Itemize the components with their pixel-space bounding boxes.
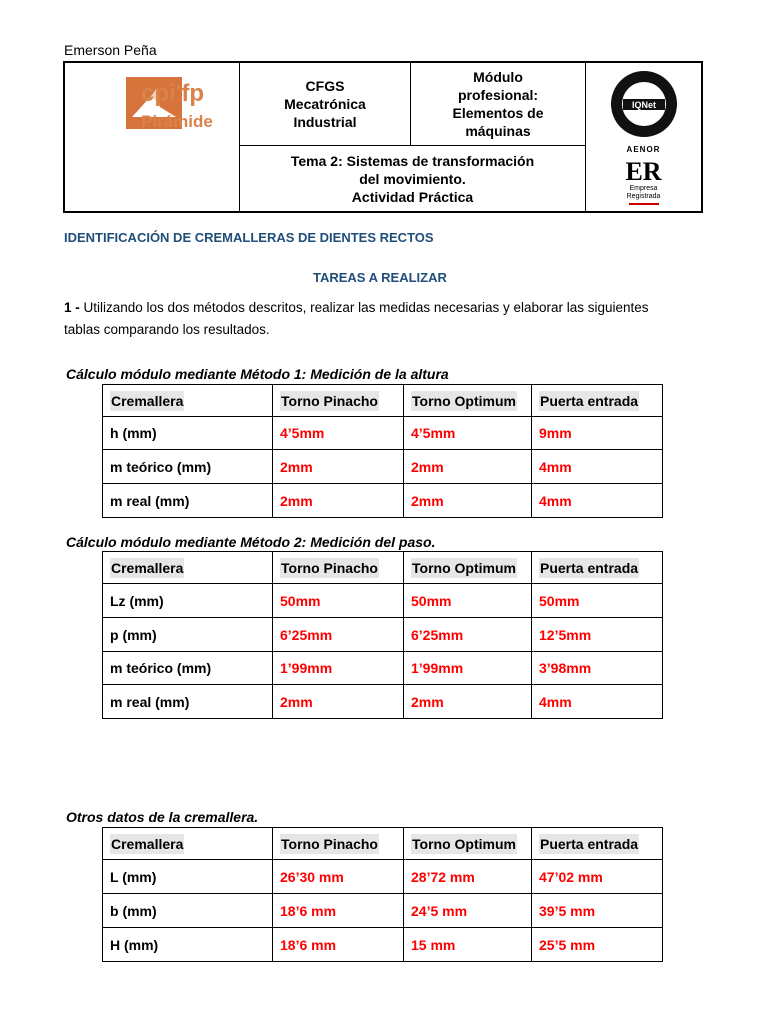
value-cell: 9mm <box>532 417 663 450</box>
value-cell: 28’72 mm <box>404 860 532 894</box>
certification-cell <box>586 63 701 211</box>
table-header-row <box>103 385 663 417</box>
value-cell: 18’6 mm <box>273 894 404 928</box>
logo-text-cpifp: cpi'fp <box>141 80 205 107</box>
header-cell: Torno Pinacho <box>273 552 404 584</box>
header-cell: Puerta entrada <box>532 552 663 584</box>
table-other-data <box>102 827 663 962</box>
table-row <box>103 484 663 518</box>
topic-line-1: Tema 2: Sistemas de transformación <box>290 152 535 169</box>
value-cell: 47’02 mm <box>532 860 663 894</box>
value-cell: 50mm <box>532 584 663 618</box>
value-cell: 24’5 mm <box>404 894 532 928</box>
svg-text:IQNet: IQNet <box>631 100 656 110</box>
header-cell: Cremallera <box>103 385 273 417</box>
module-line-4: máquinas <box>465 123 531 139</box>
value-cell: 50mm <box>404 584 532 618</box>
task-paragraph <box>64 297 714 341</box>
value-cell: 6’25mm <box>404 618 532 652</box>
course-line-2: Mecatrónica <box>284 96 366 112</box>
logo-text-piramide: Pirámide <box>141 112 213 131</box>
value-cell: 4mm <box>532 484 663 518</box>
value-cell: 2mm <box>404 685 532 719</box>
table-method-2 <box>102 551 663 719</box>
table2-caption: Cálculo módulo mediante Método 2: Medición del paso. <box>66 534 436 550</box>
value-cell: 1’99mm <box>273 652 404 685</box>
row-label: Lz (mm) <box>103 584 273 618</box>
header-cell: Torno Optimum <box>404 385 532 417</box>
row-label: m teórico (mm) <box>103 652 273 685</box>
table-header-row <box>103 552 663 584</box>
value-cell: 25’5 mm <box>532 928 663 962</box>
table-row <box>103 618 663 652</box>
value-cell: 4mm <box>532 685 663 719</box>
row-label: p (mm) <box>103 618 273 652</box>
value-cell: 2mm <box>404 484 532 518</box>
topic-cell <box>240 146 585 211</box>
value-cell: 2mm <box>273 450 404 484</box>
value-cell: 15 mm <box>404 928 532 962</box>
row-label: h (mm) <box>103 417 273 450</box>
row-label: H (mm) <box>103 928 273 962</box>
course-line-1: CFGS <box>305 78 345 94</box>
value-cell: 4mm <box>532 450 663 484</box>
table3-caption: Otros datos de la cremallera. <box>66 809 259 825</box>
row-label: L (mm) <box>103 860 273 894</box>
value-cell: 2mm <box>273 484 404 518</box>
table-header-row <box>103 828 663 860</box>
table-row <box>103 584 663 618</box>
empresa-label: Empresa <box>629 185 658 192</box>
header-cell: Cremallera <box>103 552 273 584</box>
table-method-1 <box>102 384 663 518</box>
topic-line-3: Actividad Práctica <box>351 188 474 205</box>
value-cell: 26’30 mm <box>273 860 404 894</box>
header-cell: Puerta entrada <box>532 385 663 417</box>
aenor-label: AENOR <box>626 145 661 154</box>
value-cell: 50mm <box>273 584 404 618</box>
author-name: Emerson Peña <box>64 42 157 58</box>
header-cell: Torno Optimum <box>404 552 532 584</box>
header-box <box>63 61 703 213</box>
value-cell: 2mm <box>404 450 532 484</box>
row-label: m real (mm) <box>103 685 273 719</box>
value-cell: 6’25mm <box>273 618 404 652</box>
table1-caption: Cálculo módulo mediante Método 1: Medición de la altura <box>66 366 449 382</box>
registrada-label: Registrada <box>626 193 661 200</box>
table-row <box>103 894 663 928</box>
value-cell: 1’99mm <box>404 652 532 685</box>
course-line-3: Industrial <box>293 114 357 130</box>
value-cell: 4’5mm <box>404 417 532 450</box>
row-label: m teórico (mm) <box>103 450 273 484</box>
table-row <box>103 652 663 685</box>
module-line-1: Módulo <box>473 69 523 85</box>
task-line-1: Utilizando los dos métodos descritos, realizar las medidas necesarias y elaborar las siguientes <box>79 300 649 315</box>
table-row <box>103 417 663 450</box>
iqnet-certified-seal-icon <box>609 69 679 139</box>
value-cell: 39’5 mm <box>532 894 663 928</box>
module-line-2: profesional: <box>457 87 539 103</box>
table-row <box>103 450 663 484</box>
task-number: 1 - <box>64 300 80 315</box>
header-cell: Cremallera <box>103 828 273 860</box>
table-row <box>103 685 663 719</box>
value-cell: 18’6 mm <box>273 928 404 962</box>
cert-red-line <box>629 203 659 205</box>
row-label: b (mm) <box>103 894 273 928</box>
document-subtitle: TAREAS A REALIZAR <box>313 270 447 285</box>
er-mark: ER <box>625 157 662 186</box>
institution-logo <box>65 63 239 211</box>
module-line-3: Elementos de <box>452 105 544 121</box>
value-cell: 4’5mm <box>273 417 404 450</box>
row-label: m real (mm) <box>103 484 273 518</box>
header-cell: Torno Optimum <box>404 828 532 860</box>
value-cell: 3’98mm <box>532 652 663 685</box>
value-cell: 12’5mm <box>532 618 663 652</box>
course-cell <box>240 63 410 145</box>
header-cell: Puerta entrada <box>532 828 663 860</box>
task-line-2: tablas comparando los resultados. <box>64 322 270 337</box>
table-row <box>103 860 663 894</box>
value-cell: 2mm <box>273 685 404 719</box>
document-title: IDENTIFICACIÓN DE CREMALLERAS DE DIENTES RECTOS <box>64 230 434 245</box>
topic-line-2: del movimiento. <box>359 170 466 187</box>
header-cell: Torno Pinacho <box>273 828 404 860</box>
module-cell <box>411 63 585 145</box>
table-row <box>103 928 663 962</box>
header-cell: Torno Pinacho <box>273 385 404 417</box>
